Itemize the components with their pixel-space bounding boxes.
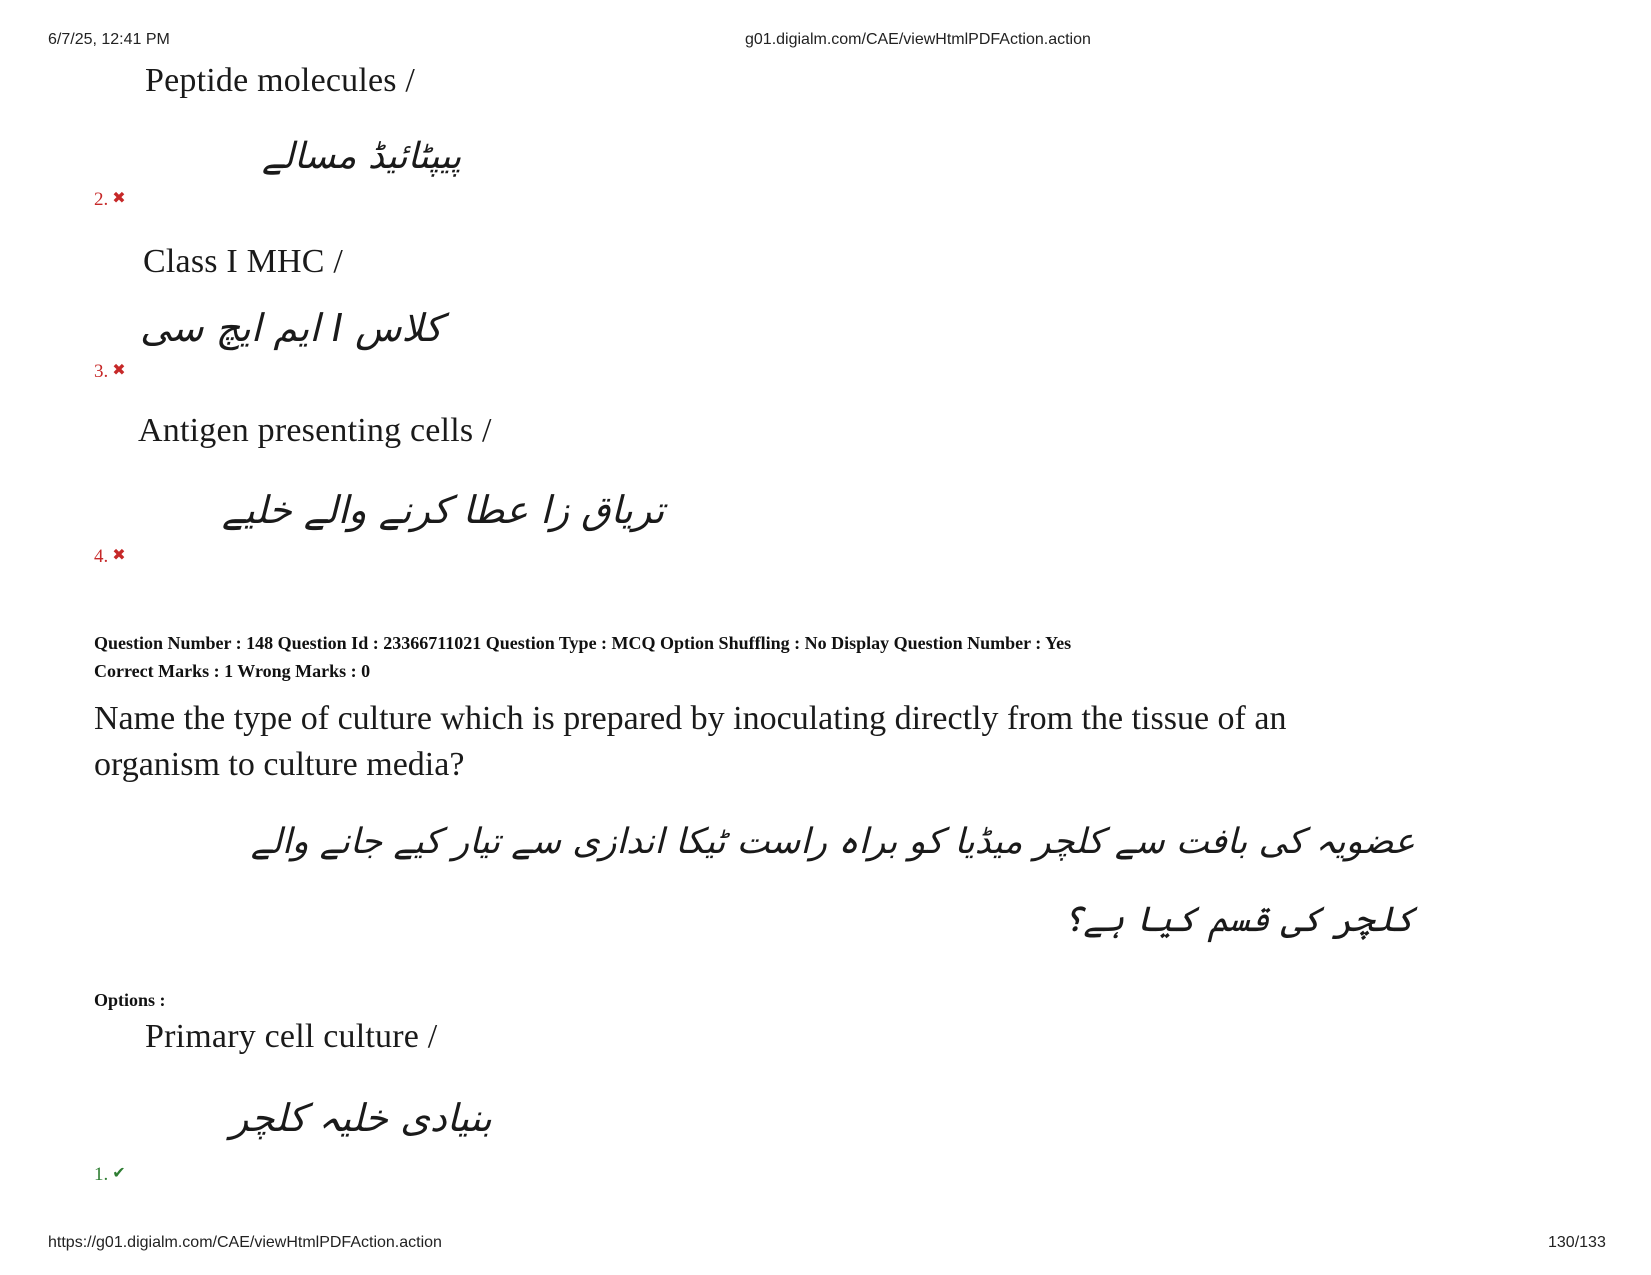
option-1-marker — [94, 1163, 126, 1186]
question-text-line-1: Name the type of culture which is prepared by inoculating directly from the tissue of an — [94, 700, 1287, 737]
option-1-english: Primary cell culture / — [145, 1018, 438, 1055]
print-header-url: g01.digialm.com/CAE/viewHtmlPDFAction.action — [745, 31, 1091, 48]
cross-mark-icon: ✖ — [112, 190, 126, 207]
print-footer-url: https://g01.digialm.com/CAE/viewHtmlPDFAction.action — [48, 1234, 442, 1251]
option-3-marker — [94, 360, 126, 383]
cross-mark-icon: ✖ — [112, 362, 126, 379]
option-2-english: Peptide molecules / — [145, 62, 416, 99]
question-text-line-2: organism to culture media? — [94, 746, 465, 783]
option-1-number: 1. — [94, 1164, 109, 1185]
print-datetime: 6/7/25, 12:41 PM — [48, 31, 170, 48]
option-2-urdu: پیپٹائیڈ مسالے — [262, 136, 462, 177]
question-urdu-line-1: عضویہ کی بافت سے کلچر میڈیا کو براہ راست ٹیکا اندازی سے تیار کیے جانے والے — [250, 822, 1415, 862]
option-4-marker — [94, 545, 126, 568]
option-1-urdu: بنیادی خلیہ کلچر — [230, 1096, 492, 1140]
page-number: 130/133 — [1548, 1234, 1606, 1251]
option-3-english: Class I MHC / — [143, 243, 344, 280]
option-4-number: 4. — [94, 546, 109, 567]
question-urdu-line-2: کلچر کی قسم کیا ہے؟ — [1062, 900, 1415, 940]
option-4-english: Antigen presenting cells / — [138, 412, 492, 449]
cross-mark-icon: ✖ — [112, 547, 126, 564]
option-3-urdu: کلاس I ایم ایچ سی — [140, 306, 443, 350]
option-2-marker — [94, 188, 126, 211]
question-meta-line: Question Number : 148 Question Id : 23366711021 Question Type : MCQ Option Shuffling : No Display Question Number : Yes — [94, 633, 1072, 653]
option-3-number: 3. — [94, 361, 109, 382]
options-label: Options : — [94, 990, 166, 1010]
option-2-number: 2. — [94, 189, 109, 210]
question-marks-line: Correct Marks : 1 Wrong Marks : 0 — [94, 661, 371, 681]
option-4-urdu: تریاق زا عطا کرنے والے خلیے — [222, 488, 665, 532]
check-mark-icon: ✔ — [112, 1165, 126, 1182]
